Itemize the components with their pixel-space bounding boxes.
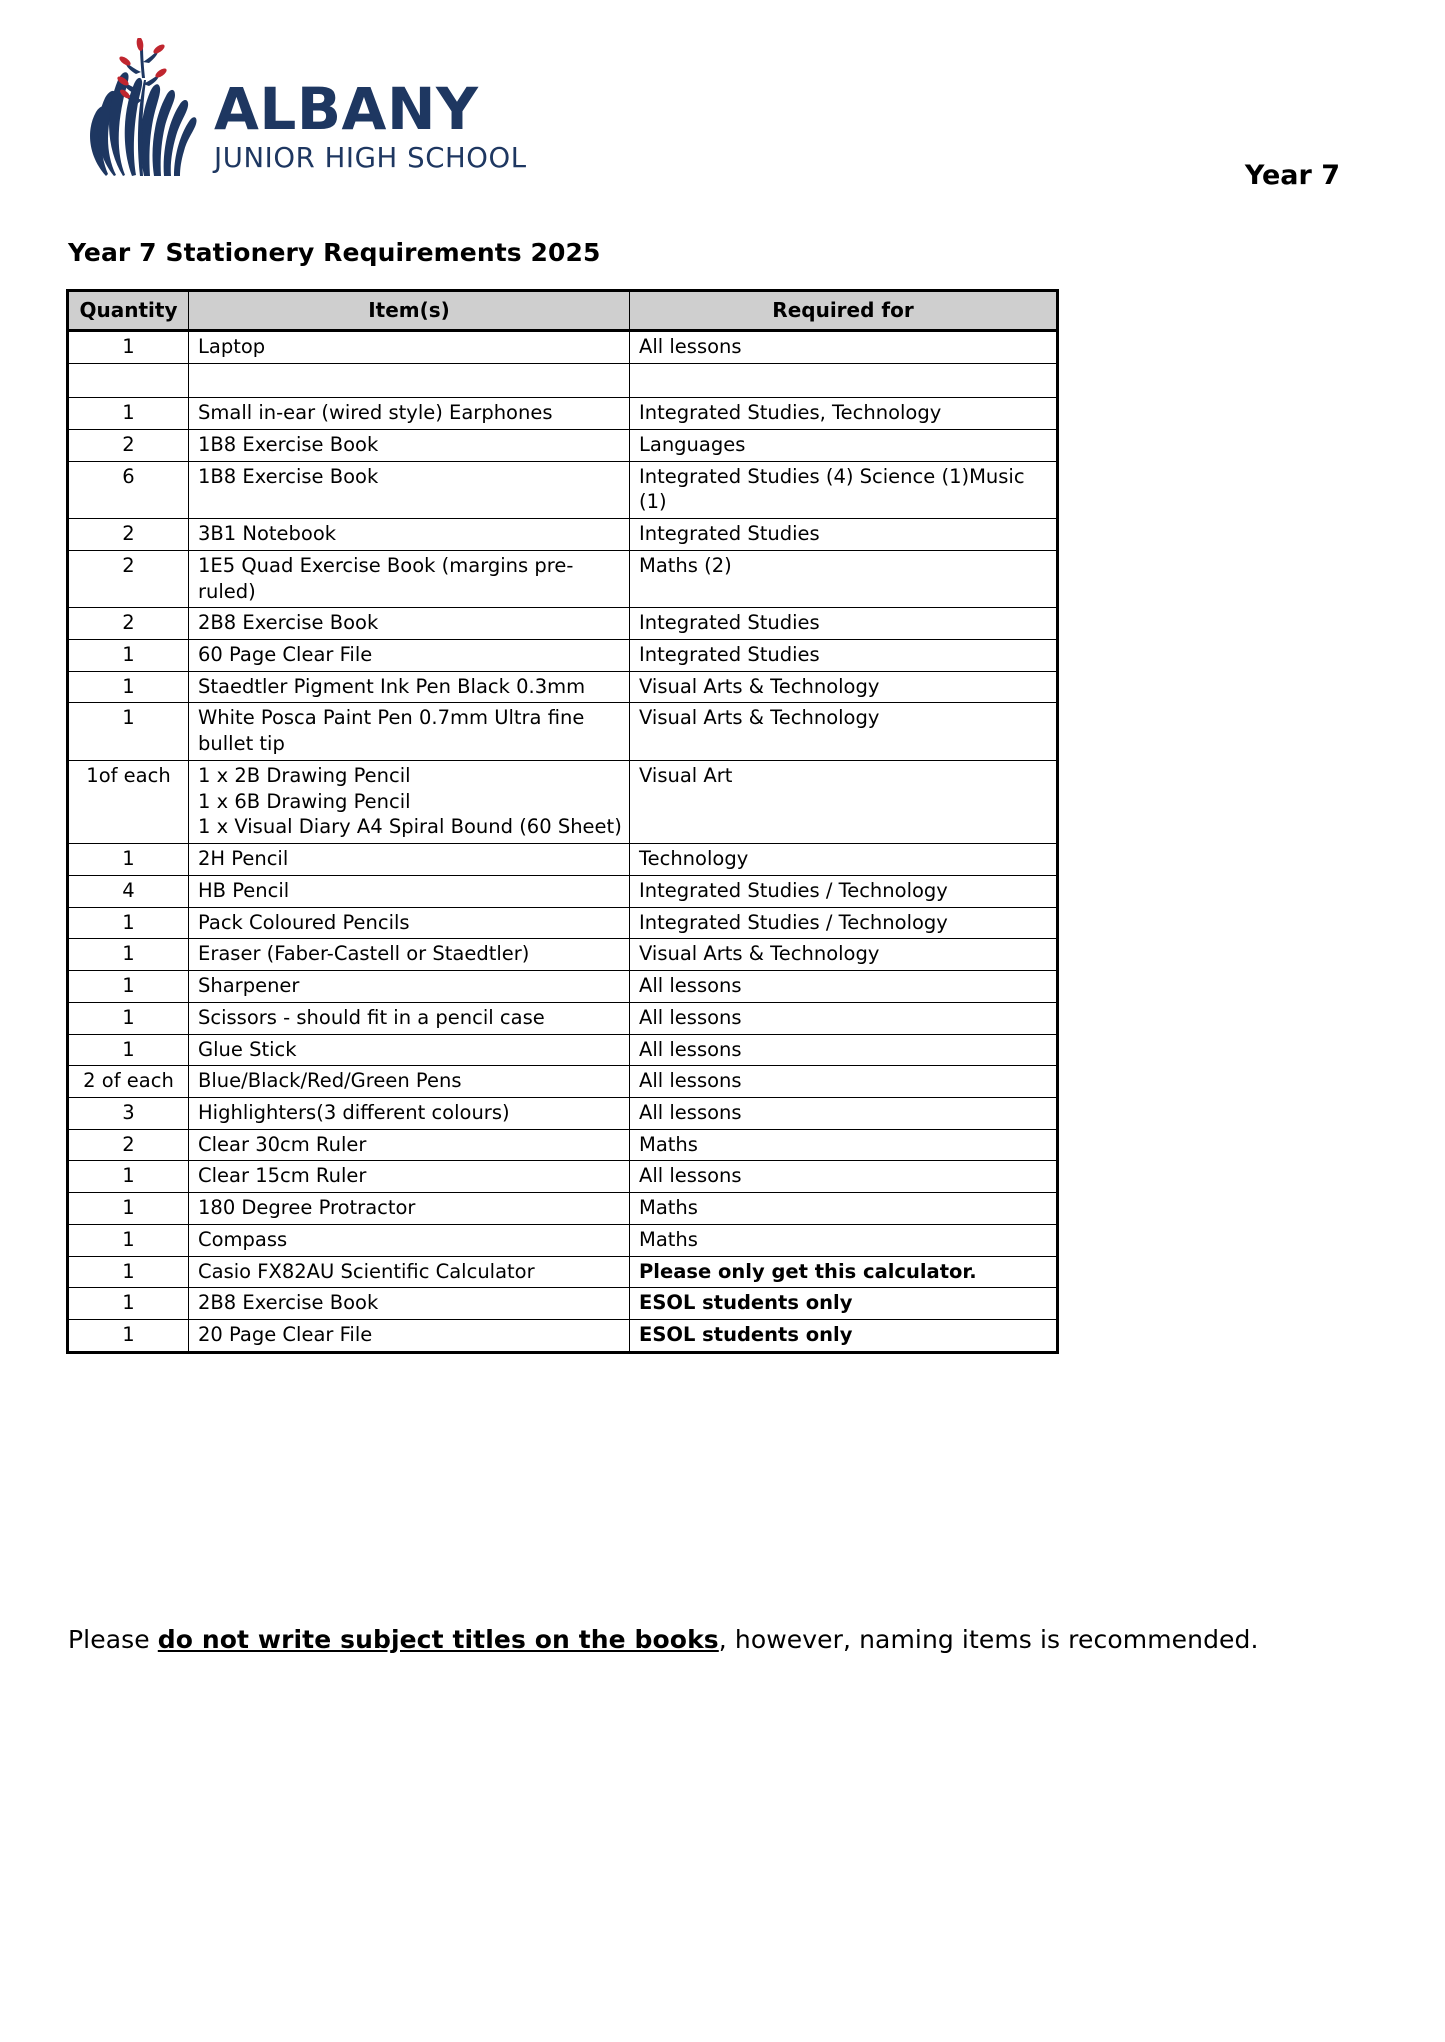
table-row: [68, 844, 1058, 876]
cell-item: Eraser (Faber-Castell or Staedtler): [189, 939, 630, 971]
cell-quantity: 1: [68, 1320, 189, 1353]
cell-required-for: Maths: [630, 1193, 1058, 1225]
cell-required-for: Visual Art: [630, 760, 1058, 843]
cell-item-line: 1 x 2B Drawing Pencil: [198, 763, 411, 787]
table-row: [68, 1193, 1058, 1225]
cell-item: 1B8 Exercise Book: [189, 429, 630, 461]
cell-item: Scissors - should fit in a pencil case: [189, 1002, 630, 1034]
cell-item: 60 Page Clear File: [189, 640, 630, 672]
cell-item: 180 Degree Protractor: [189, 1193, 630, 1225]
cell-required-for: Visual Arts & Technology: [630, 939, 1058, 971]
cell-quantity: 1: [68, 671, 189, 703]
albany-flax-logo-icon: [80, 38, 208, 178]
cell-required-for: Integrated Studies: [630, 640, 1058, 672]
cell-required-for: All lessons: [630, 1066, 1058, 1098]
table-row: [68, 331, 1058, 364]
cell-quantity: 1: [68, 939, 189, 971]
cell-quantity: 6: [68, 461, 189, 518]
column-header-quantity: Quantity: [68, 291, 189, 331]
column-header-required-for: Required for: [630, 291, 1058, 331]
stationery-requirements-table: [66, 289, 1059, 1354]
cell-item: 2B8 Exercise Book: [189, 1288, 630, 1320]
cell-required-for: Integrated Studies, Technology: [630, 398, 1058, 430]
cell-item: [189, 760, 630, 843]
footer-note-prefix: Please: [68, 1625, 158, 1654]
school-name: ALBANY: [214, 74, 479, 143]
cell-quantity: 3: [68, 1098, 189, 1130]
cell-item: Staedtler Pigment Ink Pen Black 0.3mm: [189, 671, 630, 703]
cell-quantity: 1: [68, 907, 189, 939]
cell-required-for: Integrated Studies: [630, 519, 1058, 551]
cell-quantity: [68, 364, 189, 398]
cell-quantity: 2: [68, 550, 189, 607]
table-row: [68, 1224, 1058, 1256]
table-row: [68, 1098, 1058, 1130]
cell-required-for: Visual Arts & Technology: [630, 703, 1058, 760]
table-row: [68, 608, 1058, 640]
cell-quantity: 1of each: [68, 760, 189, 843]
cell-required-for: All lessons: [630, 331, 1058, 364]
cell-required-for: Languages: [630, 429, 1058, 461]
table-row: [68, 1320, 1058, 1353]
cell-item: HB Pencil: [189, 875, 630, 907]
column-header-items: Item(s): [189, 291, 630, 331]
cell-item: 2H Pencil: [189, 844, 630, 876]
cell-required-for: Maths: [630, 1129, 1058, 1161]
cell-required-for: Integrated Studies / Technology: [630, 907, 1058, 939]
footer-note-emphasis: do not write subject titles on the books: [157, 1625, 719, 1654]
cell-item: 1B8 Exercise Book: [189, 461, 630, 518]
cell-required-for: Integrated Studies: [630, 608, 1058, 640]
table-row: [68, 364, 1058, 398]
table-row: [68, 1066, 1058, 1098]
cell-item: 20 Page Clear File: [189, 1320, 630, 1353]
cell-quantity: 1: [68, 703, 189, 760]
table-row: [68, 1256, 1058, 1288]
cell-required-for: All lessons: [630, 1161, 1058, 1193]
cell-item: Compass: [189, 1224, 630, 1256]
table-row: [68, 760, 1058, 843]
cell-required-for: Technology: [630, 844, 1058, 876]
footer-note: [68, 1625, 1259, 1654]
table-row: [68, 429, 1058, 461]
cell-item: Laptop: [189, 331, 630, 364]
cell-required-for: Visual Arts & Technology: [630, 671, 1058, 703]
table-row: [68, 1288, 1058, 1320]
cell-quantity: 1: [68, 1193, 189, 1225]
cell-quantity: 1: [68, 971, 189, 1003]
table-row: [68, 1161, 1058, 1193]
cell-item: Small in-ear (wired style) Earphones: [189, 398, 630, 430]
cell-quantity: 2 of each: [68, 1066, 189, 1098]
table-row: [68, 875, 1058, 907]
table-row: [68, 907, 1058, 939]
cell-required-for: ESOL students only: [630, 1288, 1058, 1320]
cell-required-for: Please only get this calculator.: [630, 1256, 1058, 1288]
cell-quantity: 2: [68, 429, 189, 461]
footer-note-suffix: , however, naming items is recommended.: [718, 1625, 1259, 1654]
cell-required-for: ESOL students only: [630, 1320, 1058, 1353]
cell-item: 2B8 Exercise Book: [189, 608, 630, 640]
cell-item: Sharpener: [189, 971, 630, 1003]
cell-item: Casio FX82AU Scientific Calculator: [189, 1256, 630, 1288]
table-row: [68, 671, 1058, 703]
brand-text-block: [214, 74, 527, 179]
cell-item-line: 1 x Visual Diary A4 Spiral Bound (60 Sheet): [198, 815, 622, 839]
cell-quantity: 2: [68, 1129, 189, 1161]
cell-required-for: [630, 364, 1058, 398]
cell-quantity: 1: [68, 1224, 189, 1256]
table-row: [68, 1034, 1058, 1066]
year-level-label: Year 7: [1244, 160, 1340, 191]
cell-quantity: 1: [68, 1161, 189, 1193]
cell-quantity: 1: [68, 640, 189, 672]
cell-item: [189, 364, 630, 398]
page-title: Year 7 Stationery Requirements 2025: [68, 238, 601, 267]
cell-item: Clear 15cm Ruler: [189, 1161, 630, 1193]
cell-quantity: 1: [68, 1288, 189, 1320]
cell-item: Pack Coloured Pencils: [189, 907, 630, 939]
cell-quantity: 1: [68, 398, 189, 430]
table-row: [68, 519, 1058, 551]
cell-quantity: 4: [68, 875, 189, 907]
cell-item: Clear 30cm Ruler: [189, 1129, 630, 1161]
table-row: [68, 398, 1058, 430]
cell-quantity: 1: [68, 331, 189, 364]
cell-item: Glue Stick: [189, 1034, 630, 1066]
cell-quantity: 2: [68, 608, 189, 640]
cell-required-for: Maths (2): [630, 550, 1058, 607]
cell-quantity: 1: [68, 1034, 189, 1066]
cell-item: Highlighters(3 different colours): [189, 1098, 630, 1130]
cell-required-for: Integrated Studies / Technology: [630, 875, 1058, 907]
table-row: [68, 971, 1058, 1003]
table-row: [68, 1002, 1058, 1034]
cell-required-for: All lessons: [630, 1034, 1058, 1066]
cell-quantity: 1: [68, 1256, 189, 1288]
table-body: [68, 331, 1058, 1353]
cell-item: 3B1 Notebook: [189, 519, 630, 551]
cell-required-for: All lessons: [630, 1002, 1058, 1034]
cell-item: Blue/Black/Red/Green Pens: [189, 1066, 630, 1098]
table-header-row: [68, 291, 1058, 331]
cell-required-for: All lessons: [630, 1098, 1058, 1130]
stationery-table-wrapper: [66, 289, 1056, 1354]
cell-required-for: Integrated Studies (4) Science (1)Music (1): [630, 461, 1058, 518]
cell-quantity: 1: [68, 1002, 189, 1034]
table-row: [68, 1129, 1058, 1161]
table-row: [68, 640, 1058, 672]
school-subtitle: JUNIOR HIGH SCHOOL: [214, 141, 527, 174]
cell-required-for: Maths: [630, 1224, 1058, 1256]
cell-required-for: All lessons: [630, 971, 1058, 1003]
cell-item: 1E5 Quad Exercise Book (margins pre-ruled): [189, 550, 630, 607]
cell-quantity: 1: [68, 844, 189, 876]
cell-item: White Posca Paint Pen 0.7mm Ultra fine bullet tip: [189, 703, 630, 760]
table-row: [68, 939, 1058, 971]
school-branding: [80, 38, 527, 178]
table-row: [68, 550, 1058, 607]
table-row: [68, 703, 1058, 760]
table-row: [68, 461, 1058, 518]
page-header: [0, 0, 1445, 200]
cell-item-line: 1 x 6B Drawing Pencil: [198, 789, 411, 813]
cell-quantity: 2: [68, 519, 189, 551]
